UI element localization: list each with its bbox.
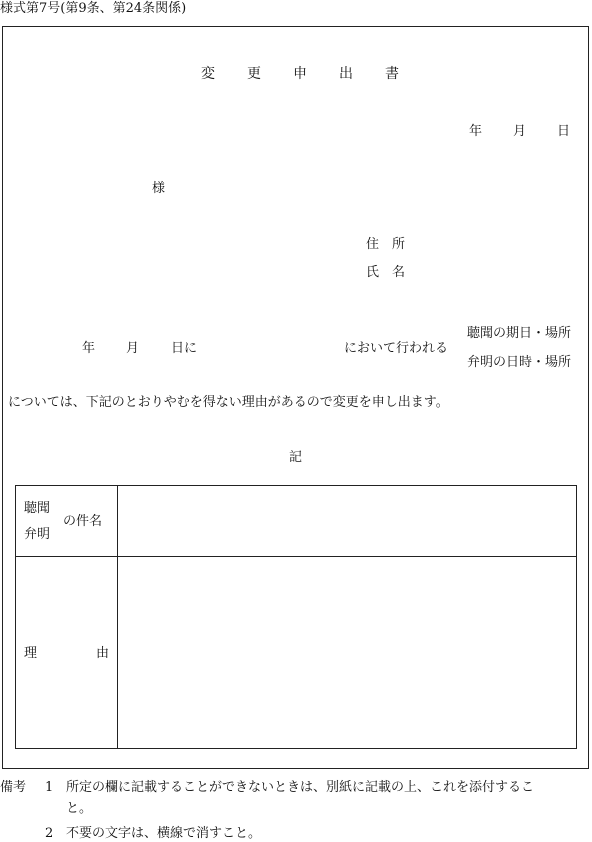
- note-2-text: 不要の文字は、横線で消すこと。: [66, 826, 262, 841]
- form-title: 変更申出書: [201, 66, 431, 82]
- ki-heading: 記: [289, 450, 303, 465]
- note-1-continuation: と。: [66, 801, 93, 816]
- address-label: 住 所: [366, 237, 406, 252]
- case-name-hearing: 聴聞: [24, 501, 51, 516]
- reason-label-ri: 理: [24, 646, 38, 661]
- option-hearing: 聴聞の期日・場所: [467, 326, 572, 341]
- addressee-suffix: 様: [152, 181, 166, 196]
- case-name-explanation: 弁明: [24, 527, 51, 542]
- detail-table: [15, 485, 577, 749]
- note-2-number: 2: [45, 826, 54, 841]
- note-1-text: 所定の欄に記載することができないときは、別紙に記載の上、これを添付するこ: [66, 780, 535, 795]
- name-label: 氏 名: [366, 265, 406, 280]
- event-day: 日に: [171, 341, 198, 356]
- date-year: 年: [469, 124, 483, 139]
- location-phrase: において行われる: [344, 341, 449, 356]
- option-explanation: 弁明の日時・場所: [467, 355, 572, 370]
- notes-heading: 備考: [0, 780, 27, 795]
- date-day: 日: [557, 124, 571, 139]
- form-number: 様式第7号(第9条、第24条関係): [0, 1, 187, 16]
- table-row-divider: [16, 556, 576, 557]
- reason-label-yu: 由: [96, 646, 110, 661]
- date-month: 月: [513, 124, 527, 139]
- case-name-suffix: の件名: [63, 514, 103, 529]
- table-column-divider: [117, 486, 118, 748]
- event-year: 年: [82, 341, 96, 356]
- event-month: 月: [126, 341, 140, 356]
- body-text: については、下記のとおりやむを得ない理由があるので変更を申し出ます。: [8, 395, 449, 410]
- note-1-number: 1: [45, 780, 54, 795]
